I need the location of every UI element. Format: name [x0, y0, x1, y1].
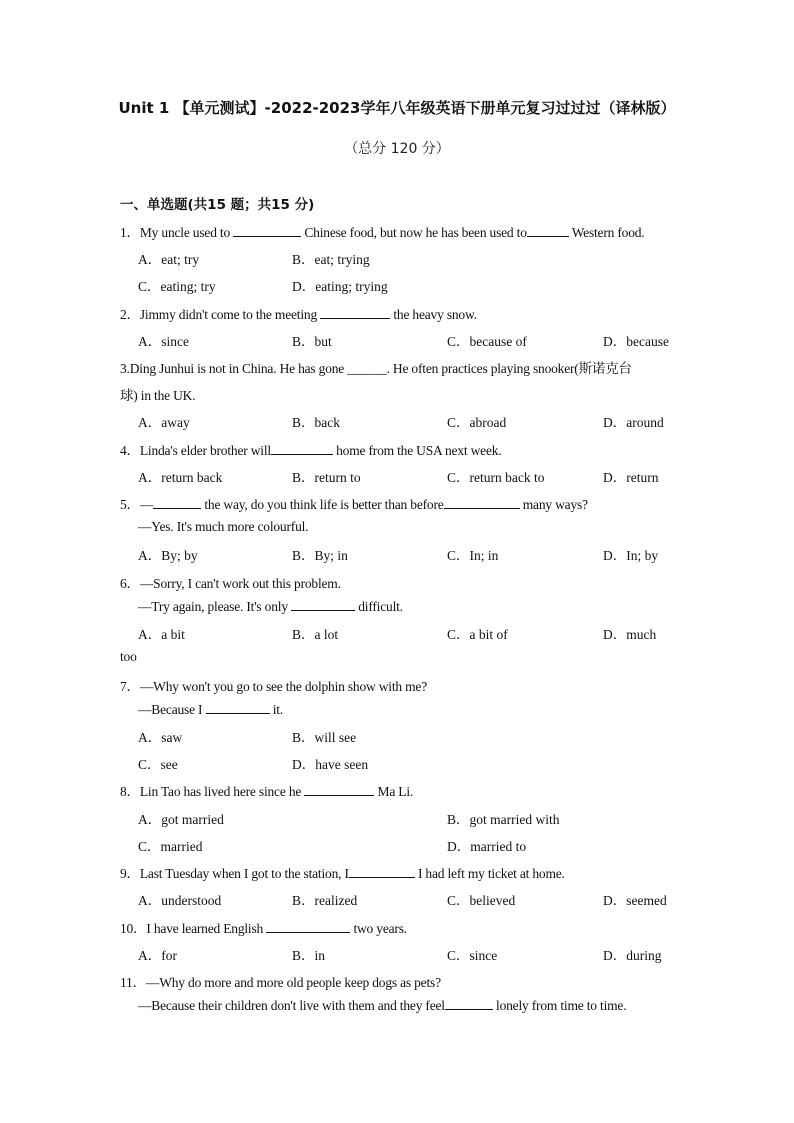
option-d: D．In; by — [603, 548, 659, 563]
option-c: C．believed — [447, 893, 516, 908]
option-b: B．By; in — [292, 548, 348, 563]
question-10: 10．I have learned English two years. — [120, 921, 407, 936]
answer-blank — [445, 997, 493, 1010]
option-c: C．eating; try — [138, 279, 216, 294]
option-d: D．have seen — [292, 757, 369, 772]
option-a: A．got married — [138, 812, 224, 827]
option-a: A．for — [138, 948, 177, 963]
option-c: C．return back to — [447, 470, 545, 485]
option-b: B．will see — [292, 730, 357, 745]
option-c: C．married — [138, 839, 203, 854]
question-2: 2．Jimmy didn't come to the meeting the heavy snow. — [120, 307, 477, 322]
option-c: C．since — [447, 948, 498, 963]
option-a: A．a bit — [138, 627, 185, 642]
option-d: D．during — [603, 948, 662, 963]
question-3: 3.Ding Junhui is not in China. He has gone ______. He often practices playing snooker(斯诺克台 — [120, 361, 632, 376]
option-d: D．because — [603, 334, 669, 349]
question-5: 5．— the way, do you think life is better than before many ways? — [120, 497, 588, 512]
total-score: （总分 120 分） — [344, 141, 450, 157]
question-11-reply: —Because their children don't live with them and they feel lonely from time to time. — [138, 998, 627, 1013]
option-d: D．eating; trying — [292, 279, 388, 294]
question-4: 4．Linda's elder brother will home from the USA next week. — [120, 443, 502, 458]
answer-blank — [291, 598, 355, 611]
option-a: A．saw — [138, 730, 183, 745]
option-c: C．because of — [447, 334, 527, 349]
option-b: B．realized — [292, 893, 358, 908]
option-c: C．a bit of — [447, 627, 508, 642]
answer-blank — [527, 224, 569, 237]
option-d: D．seemed — [603, 893, 667, 908]
question-9: 9．Last Tuesday when I got to the station, I I had left my ticket at home. — [120, 866, 565, 881]
question-8: 8．Lin Tao has lived here since he Ma Li. — [120, 784, 414, 799]
answer-blank — [266, 920, 350, 933]
question-1: 1．My uncle used to Chinese food, but now he has been used to Western food. — [120, 225, 645, 240]
answer-blank — [153, 496, 201, 509]
option-a: A．By; by — [138, 548, 198, 563]
option-b: B．back — [292, 415, 340, 430]
option-d: D．around — [603, 415, 664, 430]
option-b: B．got married with — [447, 812, 560, 827]
option-b: B．a lot — [292, 627, 339, 642]
option-c: C．see — [138, 757, 178, 772]
answer-blank — [206, 701, 270, 714]
option-a: A．understood — [138, 893, 222, 908]
question-7-reply: —Because I it. — [138, 702, 283, 717]
answer-blank — [320, 306, 390, 319]
question-5-reply: —Yes. It's much more colourful. — [138, 519, 309, 534]
question-7: 7．—Why won't you go to see the dolphin show with me? — [120, 679, 428, 694]
option-b: B．eat; trying — [292, 252, 370, 267]
option-c: C．abroad — [447, 415, 507, 430]
option-a: A．eat; try — [138, 252, 200, 267]
page-title: Unit 1 【单元测试】-2022-2023学年八年级英语下册单元复习过过过（译林版） — [118, 99, 676, 117]
option-c: C．In; in — [447, 548, 499, 563]
answer-blank — [349, 865, 415, 878]
question-11: 11．—Why do more and more old people keep dogs as pets? — [120, 975, 441, 990]
section-heading: 一、单选题(共15 题；共15 分) — [120, 197, 315, 213]
option-d: D．married to — [447, 839, 527, 854]
answer-blank — [271, 442, 333, 455]
question-6: 6．—Sorry, I can't work out this problem. — [120, 576, 341, 591]
answer-blank — [304, 783, 374, 796]
question-6-reply: —Try again, please. It's only difficult. — [138, 599, 403, 614]
option-d-wrap: too — [120, 649, 137, 664]
option-a: A．away — [138, 415, 190, 430]
option-d: D．return — [603, 470, 659, 485]
option-b: B．but — [292, 334, 332, 349]
question-3-continued: 球) in the UK. — [120, 388, 196, 403]
option-b: B．return to — [292, 470, 361, 485]
option-b: B．in — [292, 948, 326, 963]
answer-blank — [233, 224, 301, 237]
option-d: D．much — [603, 627, 657, 642]
answer-blank — [444, 496, 520, 509]
option-a: A．since — [138, 334, 189, 349]
option-a: A．return back — [138, 470, 223, 485]
